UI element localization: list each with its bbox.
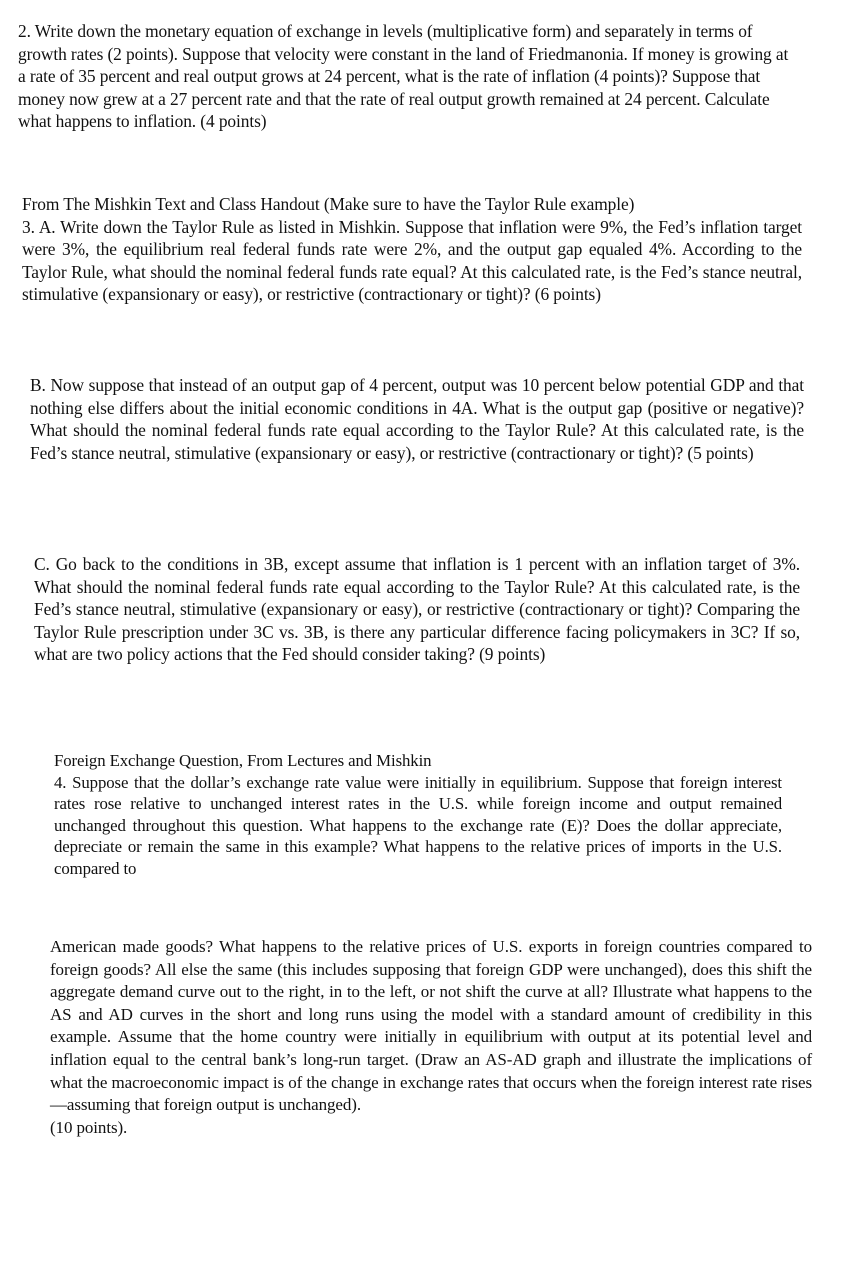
- question-4-points: (10 points).: [50, 1117, 128, 1137]
- question-3b: [30, 374, 804, 464]
- question-2: [18, 20, 790, 133]
- question-3c-text: C. Go back to the conditions in 3B, except assume that inflation is 1 percent with an inflation target of 3%. What should the nominal federal funds rate equal according to the Taylor Rule? At this calculated rate, is the Fed’s stance neutral, stimulative (expansionary or easy), or restrictive (contractionary or tight)? Comparing the Taylor Rule prescription under 3C vs. 3B, is there any particular difference facing policymakers in 3C? If so, what are two policy actions that the Fed should consider taking? (9 points): [34, 554, 800, 665]
- question-3b-text: B. Now suppose that instead of an output gap of 4 percent, output was 10 percent below potential GDP and that nothing else differs about the initial economic conditions in 4A. What is the output gap (positive or negative)? What should the nominal federal funds rate equal according to the Taylor Rule? At this calculated rate, is the Fed’s stance neutral, stimulative (expansionary or easy), or restrictive (contractionary or tight)? (5 points): [30, 375, 804, 463]
- question-4-continuation: [50, 936, 812, 1139]
- question-4-continuation-text: American made goods? What happens to the relative prices of U.S. exports in foreign countries compared to foreign goods? All else the same (this includes supposing that foreign GDP were unchanged), does this shift the aggregate demand curve out to the right, in to the left, or not shift the curve at all? Illustrate what happens to the AS and AD curves in the short and long runs using the model with a standard amount of credibility in this example. Assume that the home country were initially in equilibrium with output at its potential level and inflation equal to the central bank’s long-run target. (Draw an AS-AD graph and illustrate the implications of what the macroeconomic impact is of the change in exchange rates that occurs when the foreign interest rate rises—assuming that foreign output is unchanged).: [50, 937, 812, 1115]
- question-4: [54, 750, 782, 880]
- question-3c: [34, 553, 800, 666]
- question-2-text: 2. Write down the monetary equation of exchange in levels (multiplicative form) and separately in terms of growth rates (2 points). Suppose that velocity were constant in the land of Friedmanonia. If money is growing at a rate of 35 percent and real output grows at 24 percent, what is the rate of inflation (4 points)? Suppose that money now grew at a 27 percent rate and that the rate of real output growth remained at 24 percent. Calculate what happens to inflation. (4 points): [18, 21, 789, 132]
- question-3a-text: 3. A. Write down the Taylor Rule as listed in Mishkin. Suppose that inflation were 9%, the Fed’s inflation target were 3%, the equilibrium real federal funds rate were 2%, and the output gap equaled 4%. According to the Taylor Rule, what should the nominal federal funds rate equal? At this calculated rate, is the Fed’s stance neutral, stimulative (expansionary or easy), or restrictive (contractionary or tight)? (6 points): [22, 216, 802, 305]
- question-4-heading: Foreign Exchange Question, From Lectures and Mishkin: [54, 751, 432, 770]
- question-3-heading: From The Mishkin Text and Class Handout (Make sure to have the Taylor Rule example): [22, 194, 635, 214]
- question-4-text: 4. Suppose that the dollar’s exchange rate value were initially in equilibrium. Suppose that foreign interest rates rose relative to unchanged interest rates in the U.S. while foreign income and output remained unchanged throughout this question. What happens to the exchange rate (E)? Does the dollar appreciate, depreciate or remain the same in this example? What happens to the relative prices of imports in the U.S. compared to: [54, 772, 782, 878]
- question-3a: [22, 193, 802, 306]
